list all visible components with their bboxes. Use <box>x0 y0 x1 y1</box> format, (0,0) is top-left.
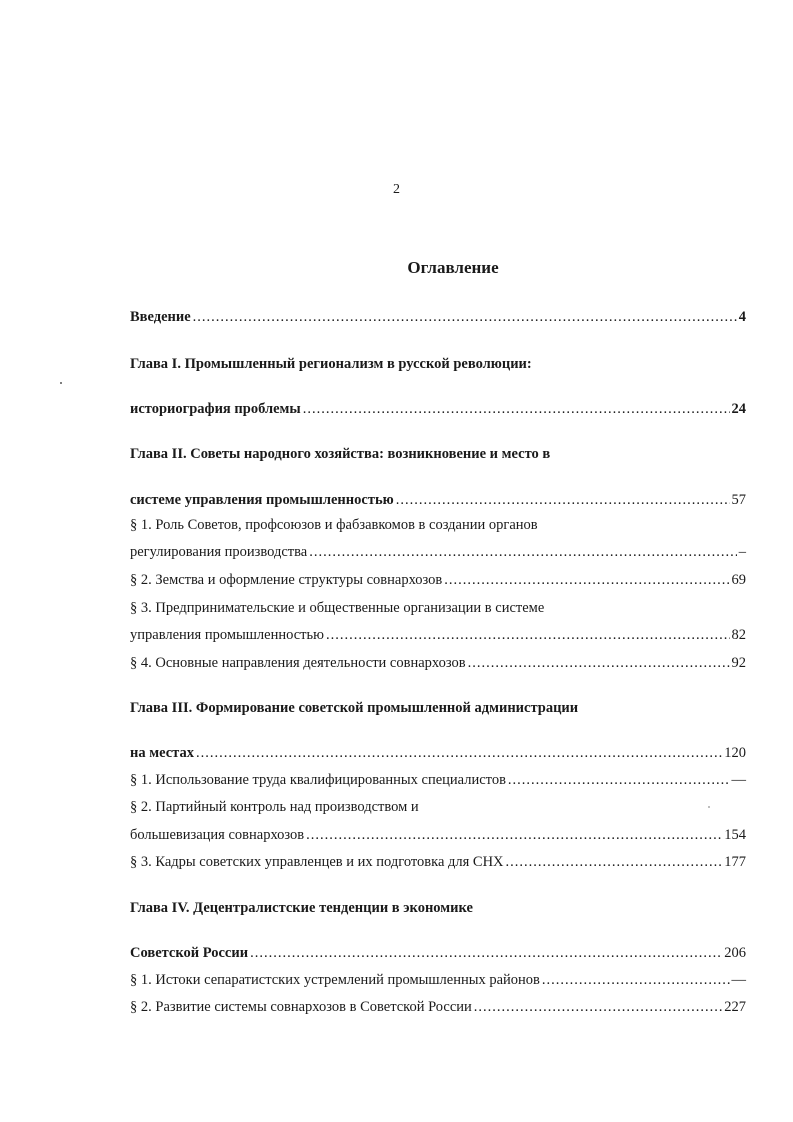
entry-text: § 3. Кадры советских управленцев и их подготовка для СНХ <box>130 854 504 870</box>
entry-text: Советской России <box>130 945 249 961</box>
entry-page: 57 <box>731 492 746 508</box>
toc-entry-chapter-1 <box>130 357 746 372</box>
toc-entry-section <box>130 973 746 988</box>
entry-text: § 2. Партийный контроль над производством и <box>130 799 419 815</box>
toc-entry-section-cont <box>130 828 746 843</box>
toc-entry-section <box>130 573 746 588</box>
entry-text: Глава III. Формирование советской промышленной администрации <box>130 700 579 716</box>
entry-text: § 4. Основные направления деятельности совнархозов <box>130 655 466 671</box>
entry-page: 206 <box>724 945 746 961</box>
entry-page: — <box>731 972 746 988</box>
dot-leader <box>474 1000 722 1015</box>
entry-text: § 1. Роль Советов, профсоюзов и фабзавкомов в создании органов <box>130 517 538 533</box>
dot-leader <box>306 828 722 843</box>
entry-text: Глава II. Советы народного хозяйства: возникновение и место в <box>130 446 551 462</box>
entry-text: § 2. Земства и оформление структуры совнархозов <box>130 572 443 588</box>
toc-entry-chapter-2 <box>130 447 746 462</box>
dot-leader <box>326 628 730 643</box>
toc-entry-section <box>130 656 746 671</box>
dot-leader <box>468 656 730 671</box>
scan-speck <box>60 382 62 384</box>
toc-entry-section <box>130 518 746 533</box>
entry-page: 120 <box>724 745 746 761</box>
dot-leader <box>542 973 730 988</box>
toc-entry-chapter-1-cont <box>130 402 746 417</box>
entry-text: системе управления промышленностью <box>130 492 394 508</box>
toc-entry-section-cont <box>130 628 746 643</box>
toc-entry-section-cont <box>130 545 746 560</box>
dot-leader <box>396 493 730 508</box>
toc-entry-chapter-2-cont <box>130 493 746 508</box>
toc-entry-chapter-4-cont <box>130 946 746 961</box>
entry-text: управления промышленностью <box>130 627 324 643</box>
entry-text: на местах <box>130 745 194 761</box>
toc-entry-section <box>130 800 746 815</box>
entry-page: 177 <box>724 854 746 870</box>
dot-leader <box>506 855 723 870</box>
entry-page: 69 <box>731 572 746 588</box>
entry-page: 92 <box>731 655 746 671</box>
entry-text: § 1. Использование труда квалифицированных специалистов <box>130 772 506 788</box>
entry-text: Глава IV. Децентралистские тенденции в экономике <box>130 900 473 916</box>
entry-text: § 1. Истоки сепаратистских устремлений промышленных районов <box>130 972 540 988</box>
toc-entry-section <box>130 855 746 870</box>
entry-text: Введение <box>130 309 191 325</box>
entry-page: 82 <box>731 627 746 643</box>
toc-entry-chapter-3-cont <box>130 746 746 761</box>
dot-leader <box>309 545 737 560</box>
toc-entry-chapter-4 <box>130 901 746 916</box>
dot-leader <box>193 310 737 325</box>
dot-leader <box>196 746 722 761</box>
toc-entry-section <box>130 1000 746 1015</box>
entry-text: большевизация совнархозов <box>130 827 305 843</box>
entry-page: 154 <box>724 827 746 843</box>
entry-text: Глава I. Промышленный регионализм в русской революции: <box>130 356 532 372</box>
entry-page: — <box>731 772 746 788</box>
entry-page: – <box>738 544 746 560</box>
dot-leader <box>508 773 730 788</box>
entry-page: 227 <box>724 999 746 1015</box>
scan-speck <box>708 806 710 808</box>
entry-page: 4 <box>738 309 746 325</box>
page-number: 2 <box>393 182 400 197</box>
entry-text: § 3. Предпринимательские и общественные организации в системе <box>130 600 545 616</box>
toc-entry-section <box>130 601 746 616</box>
dot-leader <box>250 946 722 961</box>
toc-title: Оглавление <box>407 258 499 277</box>
entry-text: историография проблемы <box>130 401 301 417</box>
toc-entry-chapter-3 <box>130 701 746 716</box>
entry-page: 24 <box>731 401 746 417</box>
toc-entry-introduction <box>130 310 746 325</box>
entry-text: регулирования производства <box>130 544 308 560</box>
toc-entry-section <box>130 773 746 788</box>
dot-leader <box>444 573 729 588</box>
entry-text: § 2. Развитие системы совнархозов в Советской России <box>130 999 472 1015</box>
dot-leader <box>303 402 730 417</box>
